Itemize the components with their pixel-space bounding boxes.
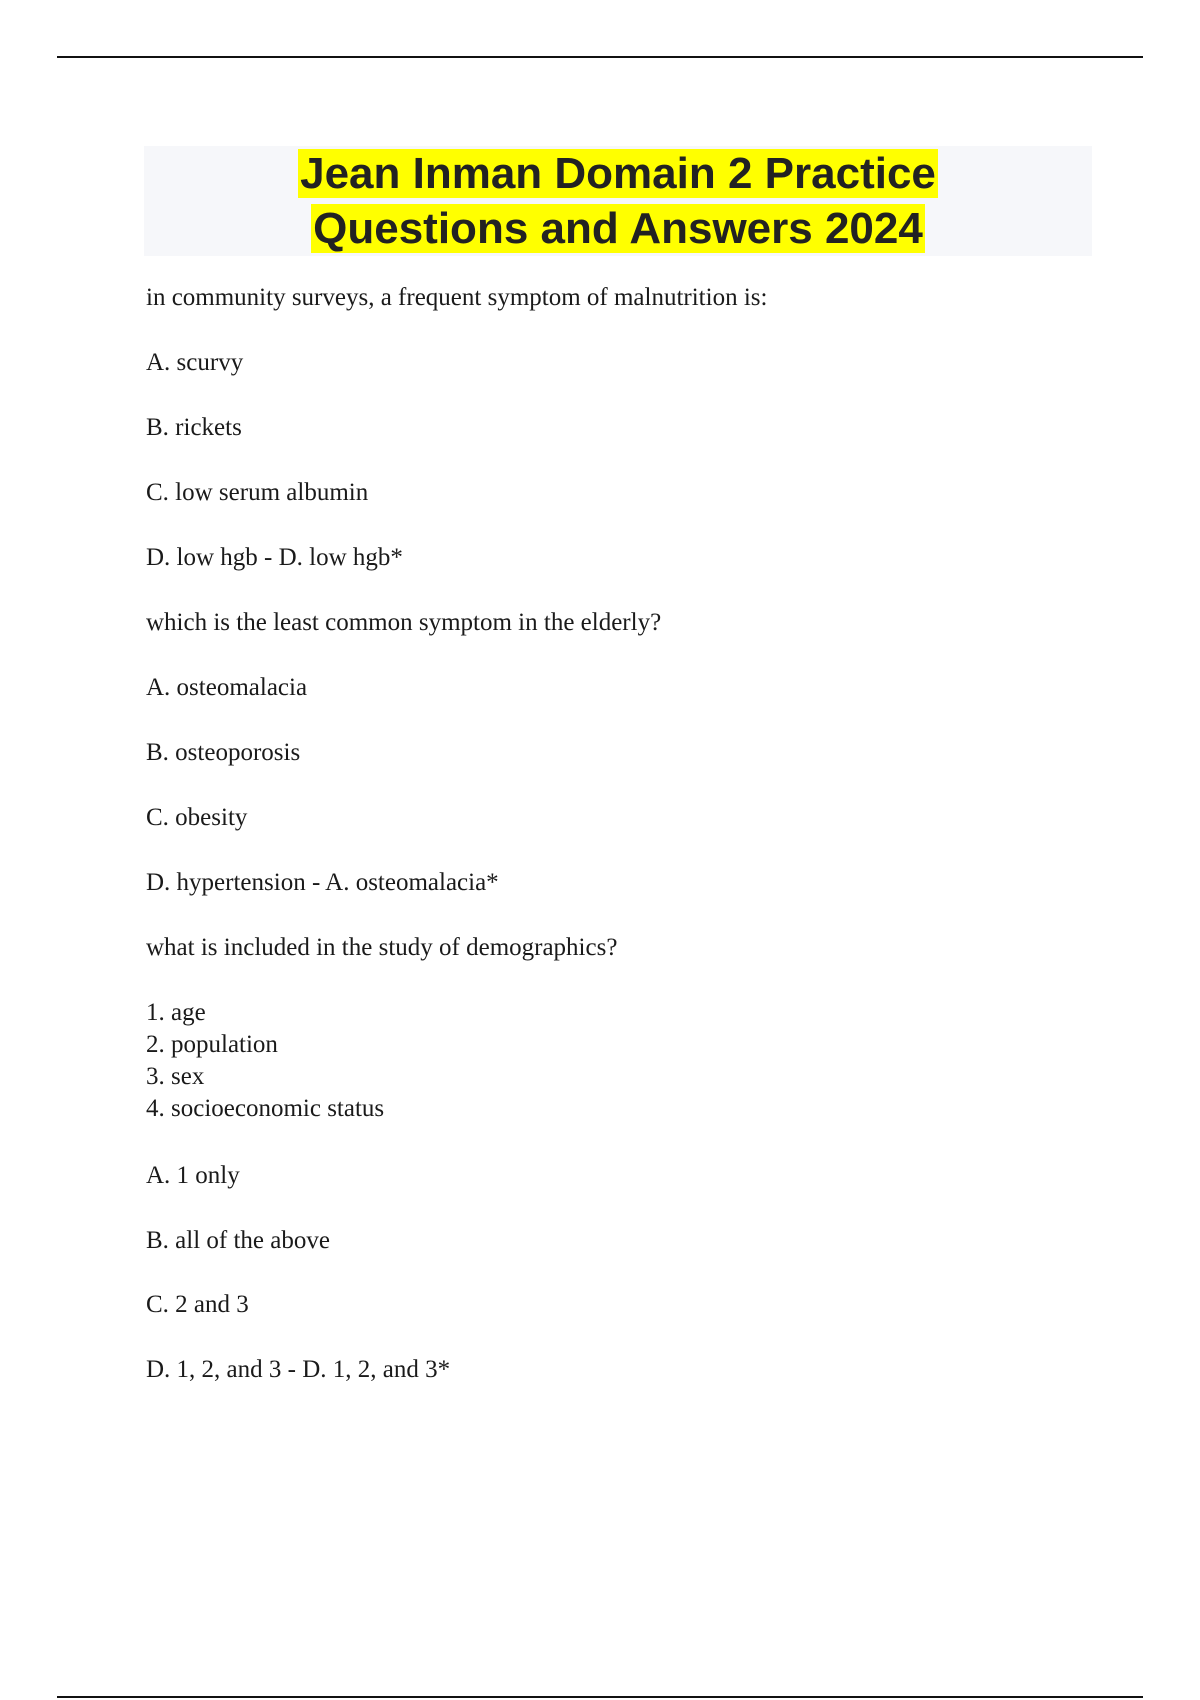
question-1-option-d-answer: D. low hgb - D. low hgb* bbox=[146, 544, 403, 571]
question-3-item-4: 4. socioeconomic status bbox=[146, 1095, 385, 1122]
question-2-option-d-answer: D. hypertension - A. osteomalacia* bbox=[146, 869, 499, 896]
question-3-option-b: B. all of the above bbox=[146, 1227, 330, 1254]
document-title-line-2 bbox=[144, 202, 1092, 256]
title-line-1-text: Jean Inman Domain 2 Practice bbox=[300, 149, 936, 198]
top-rule bbox=[57, 56, 1143, 58]
question-2-option-c: C. obesity bbox=[146, 804, 248, 831]
question-3-item-1: 1. age bbox=[146, 999, 206, 1026]
question-3-option-a: A. 1 only bbox=[146, 1162, 240, 1189]
question-3-option-c: C. 2 and 3 bbox=[146, 1291, 249, 1318]
question-3: what is included in the study of demographics? bbox=[146, 934, 618, 961]
question-1: in community surveys, a frequent symptom of malnutrition is: bbox=[146, 284, 768, 311]
question-2-option-b: B. osteoporosis bbox=[146, 739, 301, 766]
title-line-2-text: Questions and Answers 2024 bbox=[313, 204, 923, 253]
question-3-item-2: 2. population bbox=[146, 1031, 278, 1058]
question-3-option-d-answer: D. 1, 2, and 3 - D. 1, 2, and 3* bbox=[146, 1356, 451, 1383]
bottom-rule bbox=[57, 1696, 1143, 1698]
question-1-option-a: A. scurvy bbox=[146, 349, 244, 376]
document-title-line-1 bbox=[144, 147, 1092, 201]
question-2: which is the least common symptom in the elderly? bbox=[146, 609, 662, 636]
title-block bbox=[144, 146, 1092, 256]
question-1-option-c: C. low serum albumin bbox=[146, 479, 369, 506]
question-2-option-a: A. osteomalacia bbox=[146, 674, 308, 701]
question-1-option-b: B. rickets bbox=[146, 414, 242, 441]
question-3-item-3: 3. sex bbox=[146, 1063, 205, 1090]
